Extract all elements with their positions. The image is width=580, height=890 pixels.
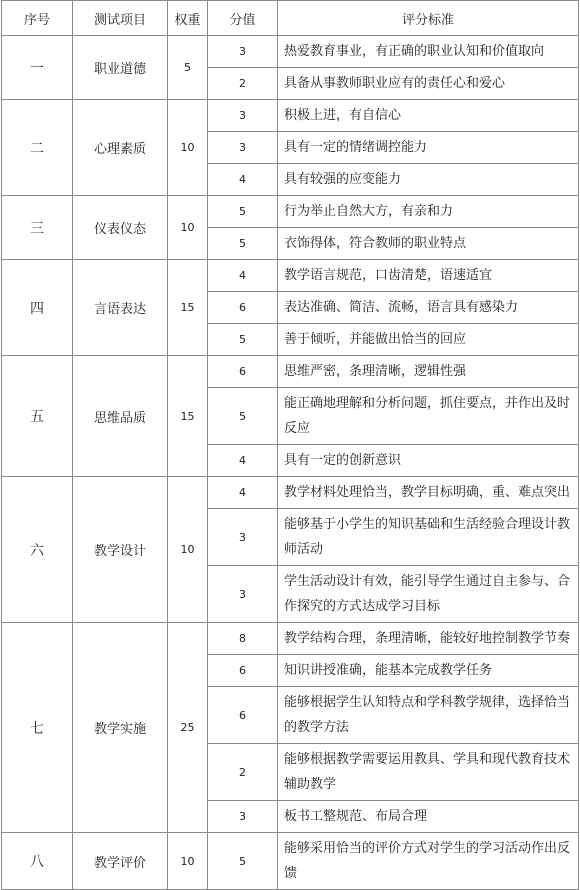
row-score: 4 xyxy=(208,445,278,477)
table-row xyxy=(2,260,579,292)
scoring-table xyxy=(1,0,579,890)
row-score: 5 xyxy=(208,833,278,890)
header-weight: 权重 xyxy=(168,1,208,36)
row-criteria: 衣饰得体，符合教师的职业特点 xyxy=(278,228,579,260)
group-seq: 八 xyxy=(2,833,73,890)
group-weight: 15 xyxy=(168,356,208,477)
row-criteria: 学生活动设计有效，能引导学生通过自主参与、合作探究的方式达成学习目标 xyxy=(278,566,579,623)
group-weight: 10 xyxy=(168,196,208,260)
row-criteria: 板书工整规范、布局合理 xyxy=(278,801,579,833)
row-score: 5 xyxy=(208,228,278,260)
row-criteria: 知识讲授准确，能基本完成教学任务 xyxy=(278,655,579,687)
row-criteria: 行为举止自然大方，有亲和力 xyxy=(278,196,579,228)
group-weight: 15 xyxy=(168,260,208,356)
group-seq: 四 xyxy=(2,260,73,356)
row-criteria: 教学材料处理恰当，教学目标明确，重、难点突出 xyxy=(278,477,579,509)
row-criteria: 思维严密，条理清晰，逻辑性强 xyxy=(278,356,579,388)
group-item: 职业道德 xyxy=(73,36,168,100)
group-seq: 五 xyxy=(2,356,73,477)
row-score: 5 xyxy=(208,324,278,356)
group-item: 教学实施 xyxy=(73,623,168,833)
header-seq: 序号 xyxy=(2,1,73,36)
row-score: 4 xyxy=(208,477,278,509)
row-score: 3 xyxy=(208,566,278,623)
table-row xyxy=(2,356,579,388)
row-criteria: 具备从事教师职业应有的责任心和爱心 xyxy=(278,68,579,100)
row-criteria: 教学结构合理，条理清晰，能较好地控制教学节奏 xyxy=(278,623,579,655)
row-criteria: 能够采用恰当的评价方式对学生的学习活动作出反馈 xyxy=(278,833,579,890)
row-score: 3 xyxy=(208,36,278,68)
group-item: 教学设计 xyxy=(73,477,168,623)
row-score: 3 xyxy=(208,100,278,132)
row-score: 5 xyxy=(208,196,278,228)
row-criteria: 能够根据教学需要运用教具、学具和现代教育技术辅助教学 xyxy=(278,744,579,801)
group-seq: 三 xyxy=(2,196,73,260)
table-row xyxy=(2,196,579,228)
table-row xyxy=(2,623,579,655)
row-score: 4 xyxy=(208,164,278,196)
row-score: 2 xyxy=(208,68,278,100)
row-score: 4 xyxy=(208,260,278,292)
row-criteria: 具有一定的情绪调控能力 xyxy=(278,132,579,164)
header-score: 分值 xyxy=(208,1,278,36)
group-weight: 25 xyxy=(168,623,208,833)
row-score: 3 xyxy=(208,132,278,164)
table-body xyxy=(2,36,579,890)
header-criteria: 评分标准 xyxy=(278,1,579,36)
group-seq: 七 xyxy=(2,623,73,833)
group-seq: 二 xyxy=(2,100,73,196)
group-seq: 一 xyxy=(2,36,73,100)
group-item: 言语表达 xyxy=(73,260,168,356)
row-score: 8 xyxy=(208,623,278,655)
group-item: 心理素质 xyxy=(73,100,168,196)
row-criteria: 能够根据学生认知特点和学科教学规律，选择恰当的教学方法 xyxy=(278,687,579,744)
row-criteria: 积极上进，有自信心 xyxy=(278,100,579,132)
row-score: 6 xyxy=(208,356,278,388)
row-criteria: 热爱教育事业，有正确的职业认知和价值取向 xyxy=(278,36,579,68)
group-seq: 六 xyxy=(2,477,73,623)
header-item: 测试项目 xyxy=(73,1,168,36)
table-row xyxy=(2,477,579,509)
row-criteria: 具有较强的应变能力 xyxy=(278,164,579,196)
group-item: 教学评价 xyxy=(73,833,168,890)
row-score: 6 xyxy=(208,687,278,744)
row-score: 3 xyxy=(208,801,278,833)
group-weight: 10 xyxy=(168,477,208,623)
row-criteria: 表达准确、简洁、流畅，语言具有感染力 xyxy=(278,292,579,324)
row-criteria: 能正确地理解和分析问题，抓住要点，并作出及时反应 xyxy=(278,388,579,445)
table-row xyxy=(2,36,579,68)
row-score: 3 xyxy=(208,509,278,566)
table-row xyxy=(2,100,579,132)
table-row xyxy=(2,833,579,890)
row-criteria: 教学语言规范，口齿清楚，语速适宜 xyxy=(278,260,579,292)
row-criteria: 能够基于小学生的知识基础和生活经验合理设计教师活动 xyxy=(278,509,579,566)
group-item: 仪表仪态 xyxy=(73,196,168,260)
header-row xyxy=(2,1,579,36)
group-item: 思维品质 xyxy=(73,356,168,477)
row-score: 6 xyxy=(208,655,278,687)
row-score: 5 xyxy=(208,388,278,445)
group-weight: 5 xyxy=(168,36,208,100)
group-weight: 10 xyxy=(168,833,208,890)
row-score: 2 xyxy=(208,744,278,801)
row-score: 6 xyxy=(208,292,278,324)
group-weight: 10 xyxy=(168,100,208,196)
row-criteria: 具有一定的创新意识 xyxy=(278,445,579,477)
row-criteria: 善于倾听，并能做出恰当的回应 xyxy=(278,324,579,356)
